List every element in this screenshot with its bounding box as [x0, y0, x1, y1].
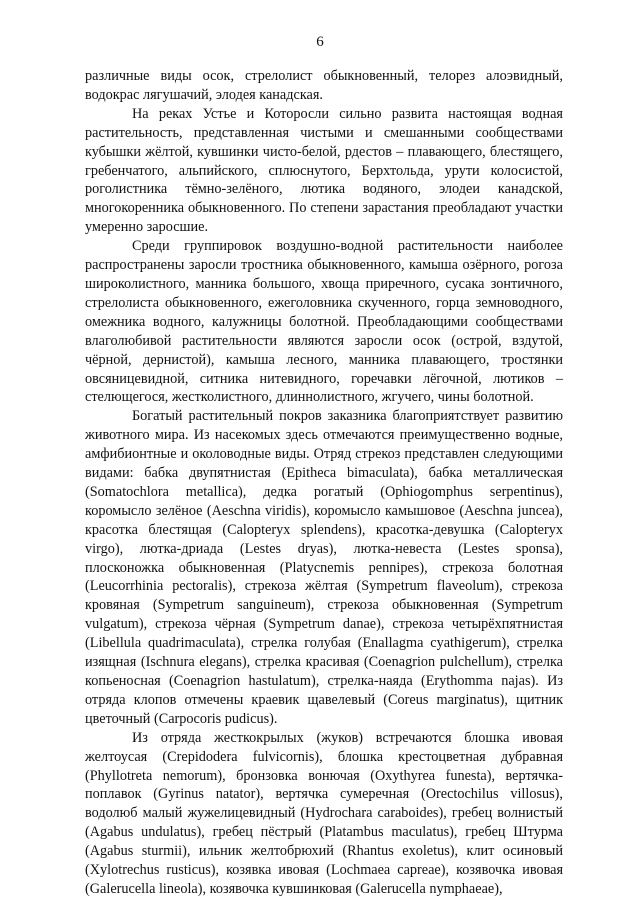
paragraph-dragonflies: Богатый растительный покров заказника благоприятствует развитию животного мира. Из насекомых здесь отмечаются преимущественно водные, амфибионтные и околоводные виды. Отряд стрекоз представлен следующими видами: бабка двупятнистая (Epitheca bimaculata), бабка металлическая (Somatochlora metallica), дедка рогатый (Ophiogomphus serpentinus), коромысло зелёное (Aeschna viridis), коромысло камышовое (Aeschna juncea), красотка блестящая (Calopteryx splendens), красотка-девушка (Calopteryx virgo), лютка-дриада (Lestes dryas), лютка-невеста (Lestes sponsa), плосконожка обыкновенная (Platycnemis pennipes), стрекоза болотная (Leucorrhinia pectoralis), стрекоза жёлтая (Sympetrum flaveolum), стрекоза кровяная (Sympetrum sanguineum), стрекоза обыкновенная (Sympetrum vulgatum), стрекоза чёрная (Sympetrum danae), стрекоза четырёхпятнистая (Libellula quadrimaculata), стрелка голубая (Enallagma cyathigerum), стрелка изящная (Ischnura elegans), стрелка красивая (Coenagrion pulchellum), стрелка копьеносная (Coenagrion hastulatum), стрелка-наяда (Erythomma najas). Из отряда клопов отмечены краевик щавелевый (Coreus marginatus), щитник цветочный (Carpocoris pudicus). — [85, 408, 563, 727]
paragraph-continuation: различные виды осок, стрелолист обыкновенный, телорез алоэвидный, водокрас лягушачий, элодея канадская. — [85, 68, 563, 103]
paragraph-emergent-vegetation: Среди группировок воздушно-водной растительности наиболее распространены заросли тростника обыкновенного, камыша озёрного, рогоза широколистного, манника большого, хвоща приречного, сусака зонтичного, стрелолиста обыкновенного, ежеголовника скученного, горца земноводного, омежника водного, калужницы болотной. Преобладающими сообществами влаголюбивой растительности являются заросли осок (острой, вздутой, чёрной, дернистой), камыша лесного, манника плавающего, тростянки овсяницевидной, ситника нитевидного, горечавки лёгочной, лютиков – стелющегося, жестколистного, длиннолистного, жгучего, чины болотной. — [85, 238, 563, 406]
page-number: 6 — [316, 34, 324, 50]
paragraph-beetles: Из отряда жесткокрылых (жуков) встречаются блошка ивовая желтоусая (Crepidodera fulvicornis), блошка крестоцветная дубравная (Phyllotreta nemorum), бронзовка вонючая (Oxythyrea funesta), вертячка-поплавок (Gyrinus natator), вертячка сумеречная (Orectochilus villosus), водолюб малый жужелицевидный (Hydrochara caraboides), гребец волнистый (Agabus undulatus), гребец пёстрый (Platambus maculatus), гребец Штурма (Agabus sturmii), ильник желтобрюхий (Rhantus exoletus), клит осиновый (Xylotrechus rusticus), козявка ивовая (Lochmaea capreae), козявочка ивовая (Galerucella lineola), козявочка кувшинковая (Galerucella nymphaeae), — [85, 729, 563, 897]
paragraph-aquatic-vegetation: На реках Устье и Которосли сильно развита настоящая водная растительность, представленная чистыми и смешанными сообществами кубышки жёлтой, кувшинки чисто-белой, рдестов – плавающего, блестящего, гребенчатого, альпийского, сплюснутого, Берхтольда, урути колосистой, роголистника тёмно-зелёного, лютика водяного, элодеи канадской, многокоренника обыкновенного. По степени зарастания преобладают участки умеренно заросшие. — [85, 105, 563, 236]
document-body — [85, 67, 563, 899]
